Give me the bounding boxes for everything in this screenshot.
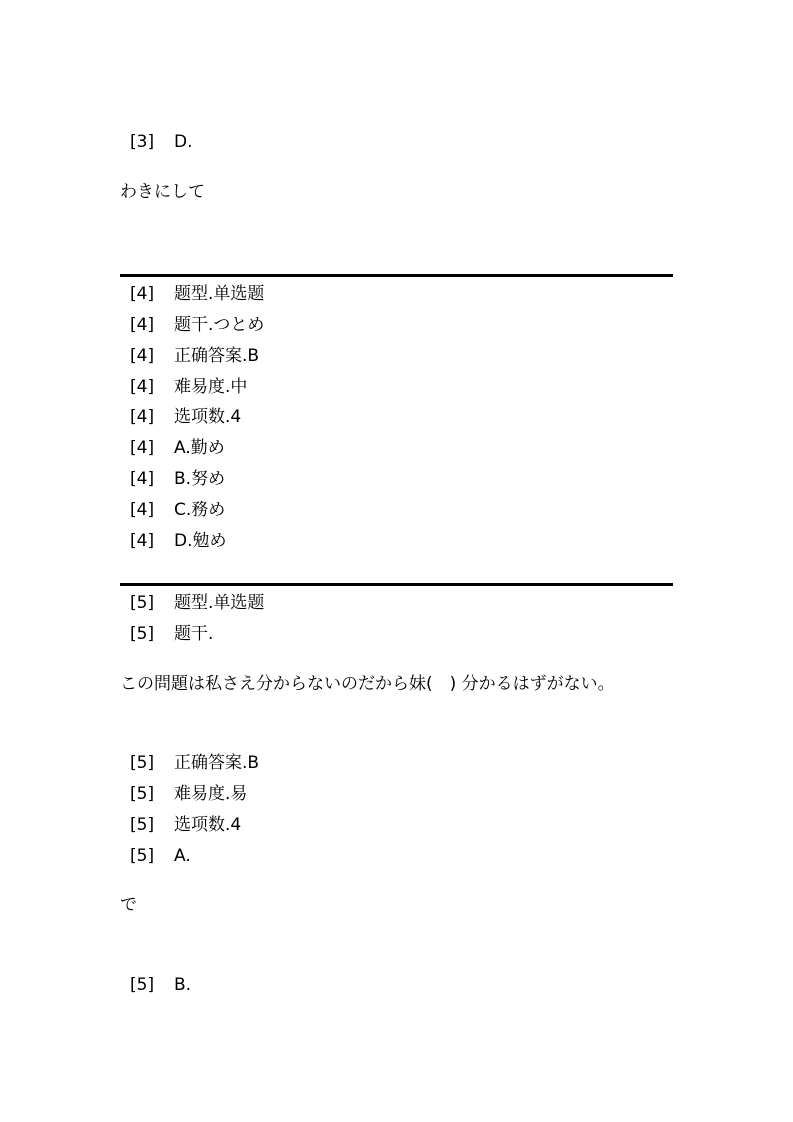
q5-stem-label-row	[130, 621, 213, 647]
question-number: [4]	[130, 500, 155, 520]
question-number: [4]	[130, 284, 155, 304]
question-number: [5]	[130, 815, 155, 835]
row-text: 题型.单选题	[174, 593, 265, 613]
q4-row	[130, 404, 241, 430]
row-text: 题干.つとめ	[174, 315, 265, 335]
row-text: B.	[174, 975, 192, 995]
q4-row	[130, 528, 227, 554]
q4-row	[130, 312, 264, 338]
row-text: 难易度.易	[174, 784, 248, 804]
q5-stem-text: この問題は私さえ分からないのだから妹( ) 分かるはずがない。	[120, 674, 615, 694]
q4-row	[130, 435, 225, 461]
q4-row	[130, 497, 225, 523]
q5-type-row	[130, 590, 264, 616]
question-divider	[120, 583, 673, 586]
q5-answer-row	[130, 750, 259, 776]
row-text: 题型.单选题	[174, 284, 265, 304]
q4-row	[130, 374, 247, 400]
q4-row	[130, 281, 264, 307]
row-text: B.努め	[174, 469, 226, 489]
question-number: [5]	[130, 846, 155, 866]
row-text: D.勉め	[174, 531, 227, 551]
row-text: A.	[174, 846, 191, 866]
q3-option-d-content: わきにして	[120, 182, 205, 202]
question-number: [4]	[130, 469, 155, 489]
row-text: 选项数.4	[174, 815, 242, 835]
question-number: [5]	[130, 624, 155, 644]
q3-option-d-row	[130, 129, 193, 155]
row-text: 难易度.中	[174, 377, 248, 397]
row-text: 选项数.4	[174, 407, 242, 427]
question-number: [5]	[130, 593, 155, 613]
row-text: 正确答案.B	[174, 346, 260, 366]
question-number: [4]	[130, 346, 155, 366]
question-number: [4]	[130, 531, 155, 551]
question-divider	[120, 274, 673, 277]
q5-option-b-row	[130, 972, 191, 998]
question-number: [4]	[130, 377, 155, 397]
row-text: D.	[174, 132, 193, 152]
question-number: [4]	[130, 315, 155, 335]
q5-option-a-row	[130, 843, 191, 869]
question-number: [4]	[130, 407, 155, 427]
question-number: [3]	[130, 132, 155, 152]
q5-difficulty-row	[130, 781, 247, 807]
question-number: [5]	[130, 975, 155, 995]
question-number: [4]	[130, 438, 155, 458]
q4-row	[130, 343, 259, 369]
q4-row	[130, 466, 225, 492]
row-text: A.勤め	[174, 438, 225, 458]
row-text: C.務め	[174, 500, 226, 520]
question-number: [5]	[130, 753, 155, 773]
row-text: 题干.	[174, 624, 214, 644]
question-number: [5]	[130, 784, 155, 804]
q5-option-a-content: で	[120, 895, 137, 915]
row-text: 正确答案.B	[174, 753, 260, 773]
q5-option-count-row	[130, 812, 241, 838]
